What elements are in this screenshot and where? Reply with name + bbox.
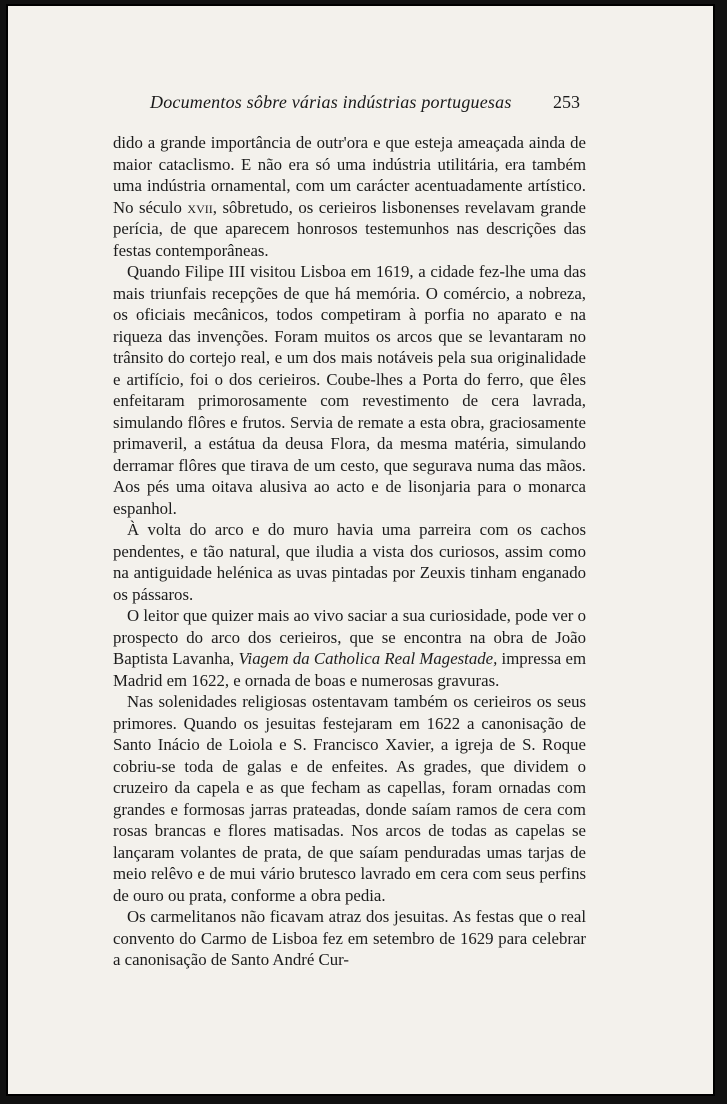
paragraph xyxy=(113,691,586,906)
paragraph xyxy=(113,261,586,519)
paragraph xyxy=(113,605,586,691)
book-title: Viagem da Catholica Real Magestade, xyxy=(238,649,498,668)
book-page xyxy=(6,4,715,1096)
page-number: 253 xyxy=(553,92,580,112)
running-header xyxy=(150,92,580,116)
text-run: Nas solenidades religiosas ostentavam também os cerieiros os seus primores. Quando os jesuitas festejaram em 1622 a canonisação de Santo Inácio de Loiola e S. Francisco Xavier, a igreja de S. Roque cobriu-se toda de galas e de enfeites. As grades, que dividem o cruzeiro da capela e as que fecham as capellas, foram ornadas com grandes e formosas jarras prateadas, donde saíam ramos de cera com rosas brancas e flores matisadas. Nos arcos de todas as capelas se lançaram volantes de prata, de que saíam penduradas umas tarjas de meio relêvo e de mui vário brutesco lavrado em cera com seus perfins de ouro ou prata, conforme a obra pedia. xyxy=(113,692,586,905)
text-run: , sôbretudo, os cerieiros lisbonenses revelavam grande perícia, de que aparecem honrosos testemunhos nas descrições das festas contemporâneas. xyxy=(113,197,586,260)
body-text xyxy=(113,132,586,971)
text-run: Quando Filipe III visitou Lisboa em 1619, a cidade fez-lhe uma das mais triunfais recepções de que há memória. O comércio, a nobreza, os oficiais mecânicos, todos competiram à porfia no aparato e na riqueza das invenções. Foram muitos os arcos que se levantaram no trânsito do cortejo real, e um dos mais notáveis pela sua originalidade e artifício, foi o dos cerieiros. Coube-lhes a Porta do ferro, que êles enfeitaram primorosamente com revestimento de cera lavrada, simulando flôres e frutos. Servia de remate a esta obra, graciosamente primaveril, a estátua da deusa Flora, da mesma matéria, simulando derramar flôres que tirava de um cesto, que segurava numa das mãos. Aos pés uma oitava alusiva ao acto e de lisonjaria para o monarca espanhol. xyxy=(113,262,586,518)
text-run: Os carmelitanos não ficavam atraz dos jesuitas. As festas que o real convento do Carmo de Lisboa fez em setembro de 1629 para celebrar a canonisação de Santo André Cur- xyxy=(113,907,586,969)
text-run: dido a grande importância de outr'ora e que esteja ameaçada ainda de maior cataclismo. E não era só uma indústria utilitária, era também uma indústria ornamental, com um carácter acentuadamente artístico. No século xyxy=(113,133,586,217)
paragraph xyxy=(113,132,586,261)
paragraph xyxy=(113,906,586,971)
text-run: O leitor que quizer mais ao vivo saciar a sua curiosidade, pode ver o prospecto do arco dos cerieiros, que se encontra na obra de João Baptista Lavanha, xyxy=(113,606,586,668)
paragraph xyxy=(113,519,586,605)
century-numeral: xvii xyxy=(187,197,213,217)
text-run: À volta do arco e do muro havia uma parreira com os cachos pendentes, e tão natural, que iludia a vista dos curiosos, assim como na antiguidade helénica as uvas pintadas por Zeuxis tinham enganado os pássaros. xyxy=(113,520,586,604)
running-title: Documentos sôbre várias indústrias portuguesas xyxy=(150,92,512,112)
text-run: impressa em Madrid em 1622, e ornada de boas e numerosas gravuras. xyxy=(113,649,586,690)
